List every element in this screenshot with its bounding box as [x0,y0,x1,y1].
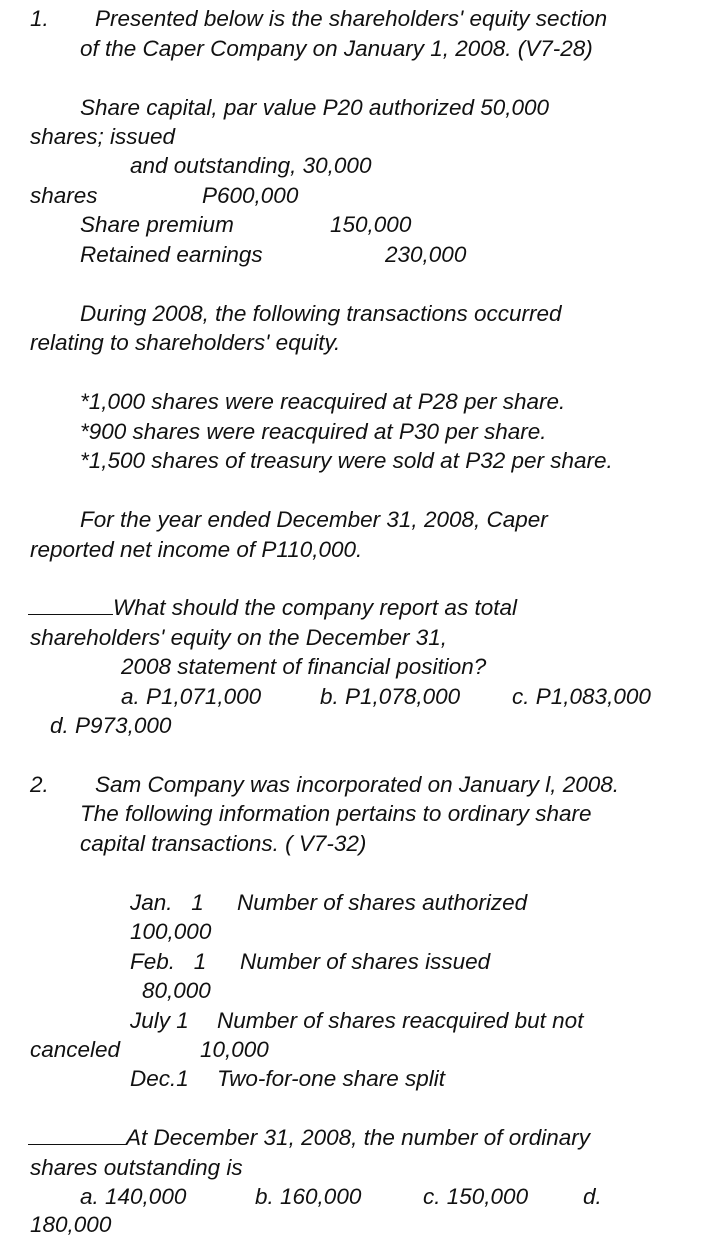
transaction-item: *900 shares were reacquired at P30 per share. [80,419,547,444]
answer-blank[interactable] [28,596,113,615]
dec-text: Two-for-one share split [217,1066,446,1091]
share-capital-line-3: and outstanding, 30,000 [130,153,372,178]
jul-text: Number of shares reacquired but not [217,1008,584,1033]
net-income-line-1: For the year ended December 31, 2008, Caper [80,507,548,532]
during-line-1: During 2008, the following transactions occurred [80,301,562,326]
q1-number: 1. [30,6,49,31]
q2-choice-d: d. [583,1184,602,1209]
q1-choice-c: c. P1,083,000 [512,684,651,709]
q1-choice-a: a. P1,071,000 [121,684,262,709]
jul-date: July 1 [130,1008,189,1033]
q1-intro-line-2: of the Caper Company on January 1, 2008. (V7-28) [80,36,593,61]
net-income-line-2: reported net income of P110,000. [30,537,363,562]
retained-earnings-amount: 230,000 [385,242,467,267]
q1-question-line-2: shareholders' equity on the December 31, [30,625,448,650]
q2-question-line-1 [28,1125,590,1151]
jul-value: 10,000 [200,1037,269,1062]
q1-intro-line-1: Presented below is the shareholders' equity section [95,6,608,31]
q2-choice-d-value: 180,000 [30,1212,112,1237]
during-line-2: relating to shareholders' equity. [30,330,341,355]
q1-question-line-1 [28,595,517,621]
q1-choice-d: d. P973,000 [50,713,172,738]
q2-choice-a: a. 140,000 [80,1184,187,1209]
jan-text: Number of shares authorized [237,890,528,915]
q1-question-text: What should the company report as total [113,595,517,620]
q2-choice-c: c. 150,000 [423,1184,529,1209]
jan-date: Jan. 1 [130,890,204,915]
q2-intro-line-3: capital transactions. ( V7-32) [80,831,367,856]
share-capital-line-1: Share capital, par value P20 authorized 50,000 [80,95,550,120]
q2-number: 2. [30,772,49,797]
dec-date: Dec.1 [130,1066,189,1091]
shares-label: shares [30,183,98,208]
q2-intro-line-2: The following information pertains to ordinary share [80,801,592,826]
q2-intro-line-1: Sam Company was incorporated on January l, 2008. [95,772,620,797]
feb-text: Number of shares issued [240,949,491,974]
answer-blank[interactable] [28,1126,126,1145]
share-capital-line-2: shares; issued [30,124,176,149]
q2-choice-b: b. 160,000 [255,1184,362,1209]
retained-earnings-label: Retained earnings [80,242,263,267]
transaction-item: *1,500 shares of treasury were sold at P32 per share. [80,448,613,473]
q1-question-line-3: 2008 statement of financial position? [121,654,487,679]
share-premium-label: Share premium [80,212,234,237]
share-capital-amount: P600,000 [202,183,299,208]
q2-question-line-2: shares outstanding is [30,1155,243,1180]
transaction-item: *1,000 shares were reacquired at P28 per share. [80,389,566,414]
share-premium-amount: 150,000 [330,212,412,237]
feb-value: 80,000 [142,978,211,1003]
jul-text-2: canceled [30,1037,121,1062]
q2-question-text: At December 31, 2008, the number of ordinary [126,1125,591,1150]
q1-choice-b: b. P1,078,000 [320,684,461,709]
feb-date: Feb. 1 [130,949,207,974]
jan-value: 100,000 [130,919,212,944]
